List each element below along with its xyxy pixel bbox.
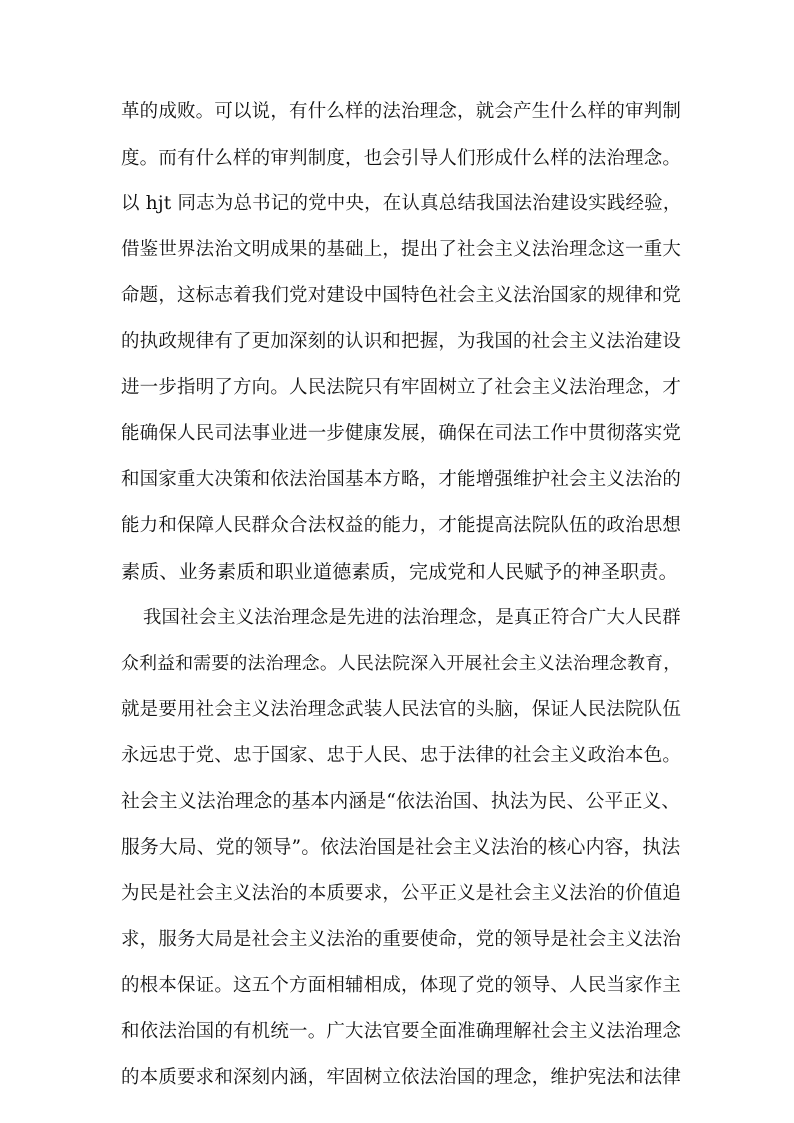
text-line: 能力和保障人民群众合法权益的能力，才能提高法院队伍的政治思想 — [121, 515, 682, 536]
text-line: 以 hjt 同志为总书记的党中央，在认真总结我国法治建设实践经验， — [121, 193, 682, 214]
text-line: 进一步指明了方向。人民法院只有牢固树立了社会主义法治理念，才 — [121, 377, 682, 398]
text-line: 就是要用社会主义法治理念武装人民法官的头脑，保证人民法院队伍 — [121, 699, 682, 720]
text-line: 求，服务大局是社会主义法治的重要使命，党的领导是社会主义法治 — [121, 929, 682, 950]
text-line: 素质、业务素质和职业道德素质，完成党和人民赋予的神圣职责。 — [121, 561, 678, 583]
text-line: 革的成败。可以说，有什么样的法治理念，就会产生什么样的审判制 — [121, 101, 682, 122]
text-line: 我国社会主义法治理念是先进的法治理念，是真正符合广大人民群 — [143, 607, 681, 628]
text-line: 度。而有什么样的审判制度，也会引导人们形成什么样的法治理念。 — [121, 148, 682, 169]
text-line: 能确保人民司法事业进一步健康发展，确保在司法工作中贯彻落实党 — [121, 423, 682, 444]
text-line: 命题，这标志着我们党对建设中国特色社会主义法治国家的规律和党 — [121, 285, 682, 306]
text-line: 社会主义法治理念的基本内涵是“依法治国、执法为民、公平正义、 — [121, 791, 681, 812]
text-line: 的本质要求和深刻内涵，牢固树立依法治国的理念，维护宪法和法律 — [121, 1067, 682, 1088]
text-line: 众利益和需要的法治理念。人民法院深入开展社会主义法治理念教育， — [121, 653, 682, 674]
text-line: 的执政规律有了更加深刻的认识和把握，为我国的社会主义法治建设 — [121, 331, 682, 352]
text-line: 服务大局、党的领导”。依法治国是社会主义法治的核心内容，执法 — [121, 837, 681, 858]
text-line: 永远忠于党、忠于国家、忠于人民、忠于法律的社会主义政治本色。 — [121, 745, 682, 766]
text-line: 借鉴世界法治文明成果的基础上，提出了社会主义法治理念这一重大 — [121, 239, 682, 260]
text-line: 和依法治国的有机统一。广大法官要全面准确理解社会主义法治理念 — [121, 1021, 682, 1042]
text-line: 和国家重大决策和依法治国基本方略，才能增强维护社会主义法治的 — [121, 469, 682, 490]
text-line: 的根本保证。这五个方面相辅相成，体现了党的领导、人民当家作主 — [121, 975, 682, 996]
body-text — [121, 0, 681, 1123]
text-line: 为民是社会主义法治的本质要求，公平正义是社会主义法治的价值追 — [121, 883, 682, 904]
